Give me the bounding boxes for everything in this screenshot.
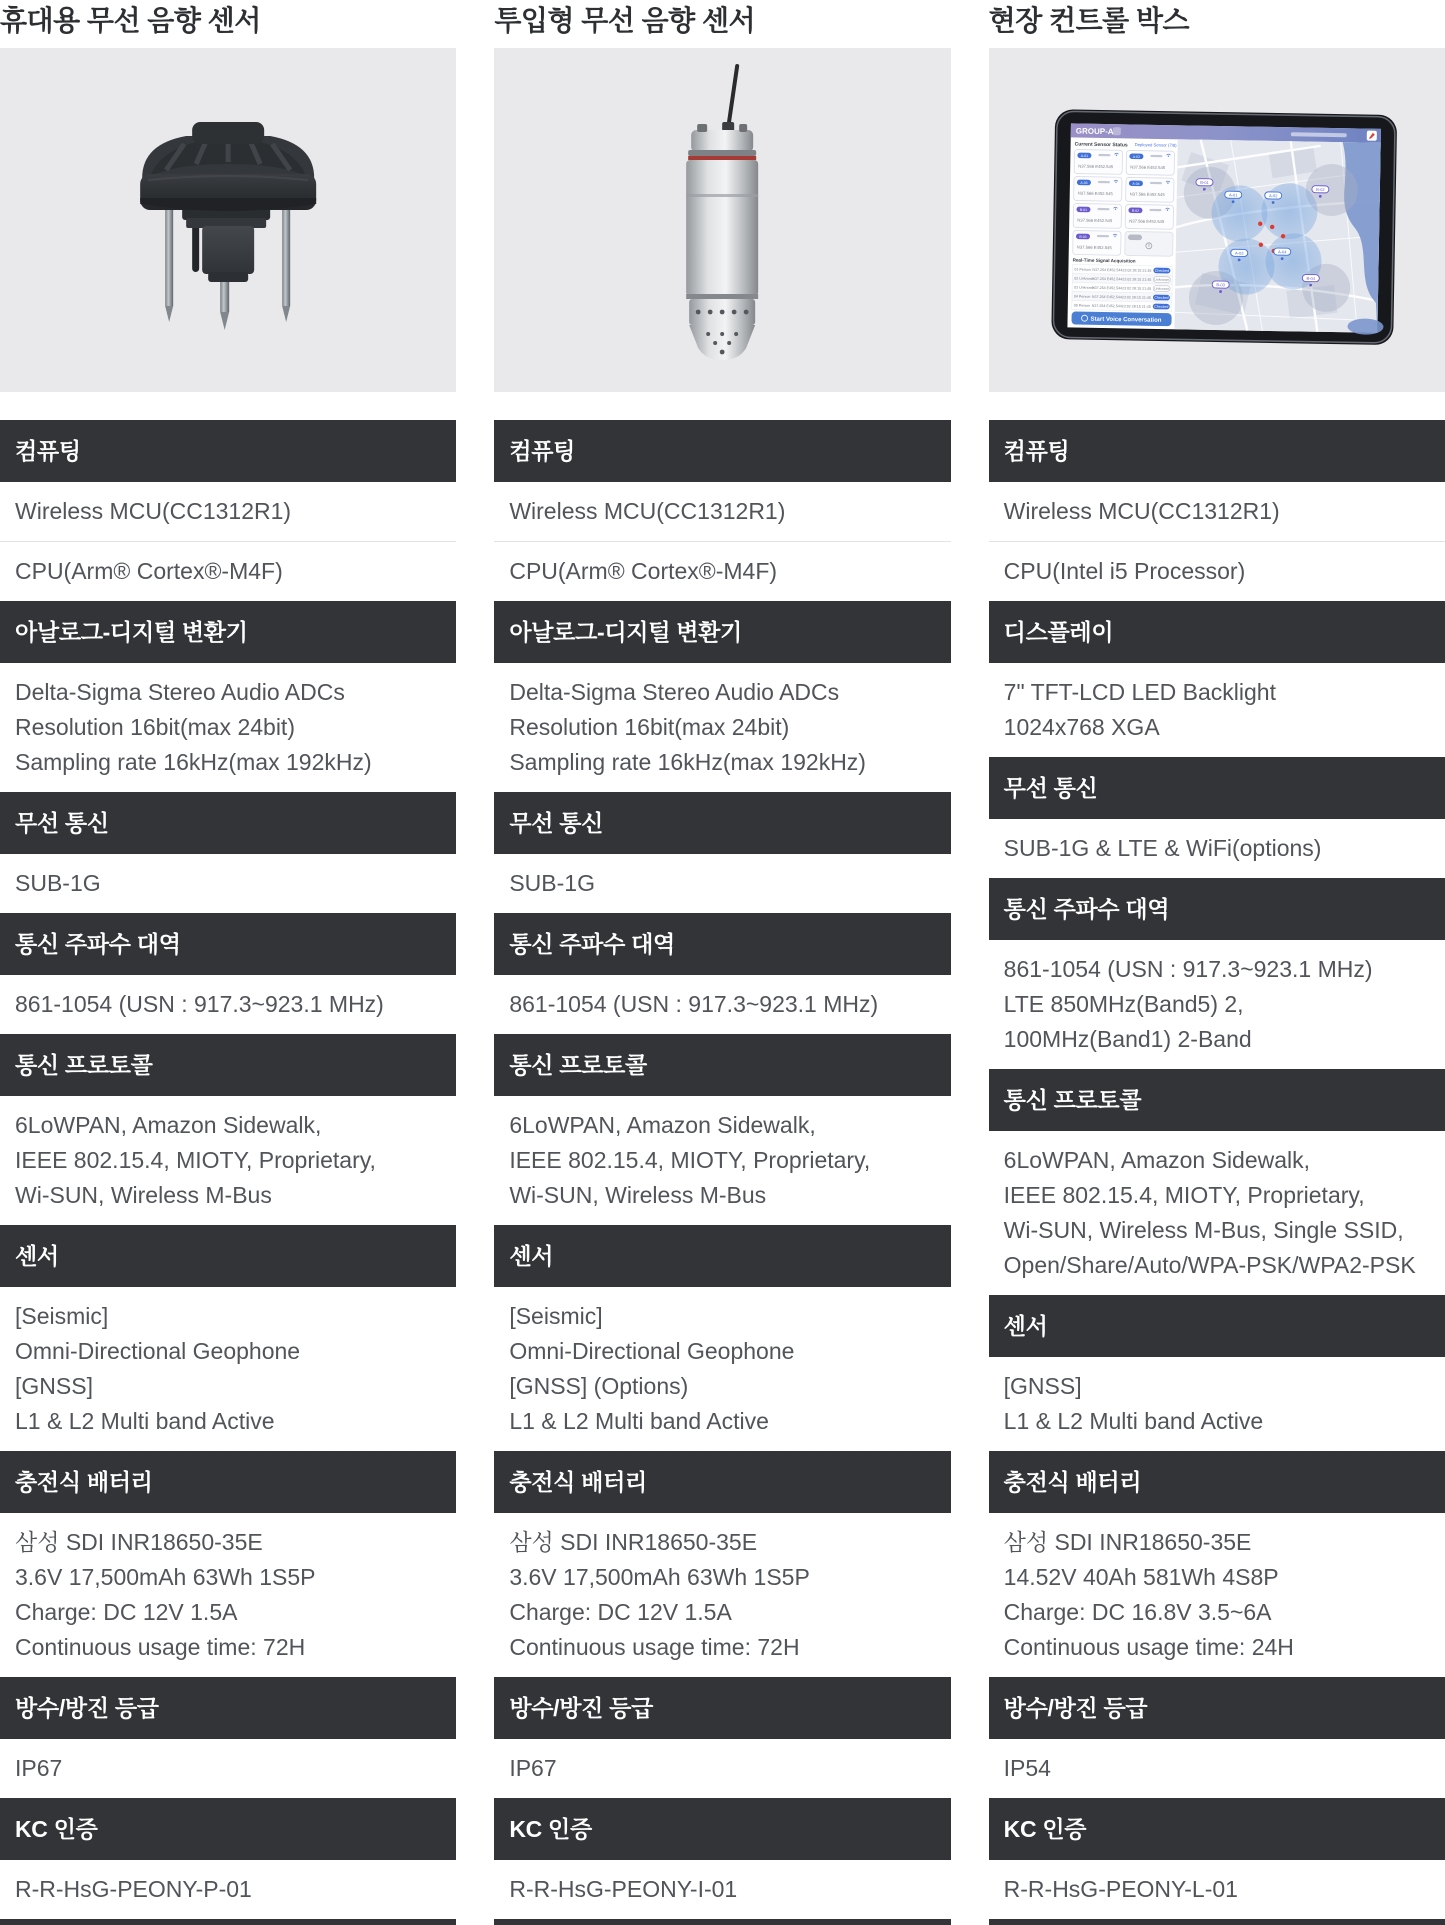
svg-text:N37.254 E452.544: N37.254 E452.544	[1092, 267, 1123, 273]
spec-value	[0, 1739, 456, 1798]
spec-line: 삼성 SDI INR18650-35E	[15, 1529, 263, 1555]
spec-line: Wi-SUN, Wireless M-Bus, Single SSID,	[1003, 1217, 1404, 1243]
spec-section-header: KC 인증	[494, 1798, 950, 1860]
svg-text:N37.566 E452.545: N37.566 E452.545	[1077, 190, 1113, 197]
spec-line: SUB-1G & LTE & WiFi(options)	[1003, 835, 1322, 861]
spec-line: 1024x768 XGA	[1003, 714, 1160, 740]
spec-value	[0, 1287, 456, 1451]
spec-value	[989, 541, 1445, 601]
spec-value	[989, 1131, 1445, 1295]
spec-line: Sampling rate 16kHz(max 192kHz)	[15, 749, 372, 775]
product-column-2	[494, 0, 950, 1925]
spec-value	[494, 1860, 950, 1919]
spec-table	[0, 420, 456, 1919]
spec-section-header: 무선 통신	[494, 792, 950, 854]
spec-value	[494, 663, 950, 792]
spec-line: CPU(Intel i5 Processor)	[1003, 558, 1246, 584]
spec-value	[494, 1096, 950, 1225]
svg-text:N37.566 E452.545: N37.566 E452.545	[1129, 191, 1165, 198]
spec-value	[494, 1739, 950, 1798]
spec-line: 14.52V 40Ah 581Wh 4S8P	[1003, 1564, 1279, 1590]
signal-title: Real-Time Signal Acquisition	[1072, 257, 1136, 264]
spec-line: SUB-1G	[15, 870, 101, 896]
spec-value	[494, 482, 950, 541]
spec-value	[0, 663, 456, 792]
spec-line: LTE 850MHz(Band5) 2,	[1003, 991, 1244, 1017]
spec-line: R-R-HsG-PEONY-P-01	[15, 1876, 252, 1902]
spec-line: Continuous usage time: 72H	[509, 1634, 800, 1660]
spec-line: Wi-SUN, Wireless M-Bus	[509, 1182, 767, 1208]
spec-value	[494, 854, 950, 913]
spec-line: L1 & L2 Multi band Active	[15, 1408, 275, 1434]
svg-text:Start Voice Conversation: Start Voice Conversation	[1090, 316, 1162, 324]
spec-value	[989, 1860, 1445, 1919]
spec-line: IEEE 802.15.4, MIOTY, Proprietary,	[15, 1147, 376, 1173]
svg-text:Checked: Checked	[1153, 295, 1169, 300]
spec-section-header: 통신 주파수 대역	[0, 913, 456, 975]
svg-text:A-02: A-02	[1132, 154, 1140, 159]
svg-text:N37.254 E452.544: N37.254 E452.544	[1091, 303, 1122, 309]
spec-line: [Seismic]	[15, 1303, 109, 1329]
spec-line: Open/Share/Auto/WPA-PSK/WPA2-PSK	[1003, 1252, 1416, 1278]
svg-text:A-01: A-01	[1228, 192, 1238, 198]
spec-section-header: 아날로그-디지털 변환기	[0, 601, 456, 663]
group-label: GROUP-A	[1075, 126, 1114, 137]
spec-line: 861-1054 (USN : 917.3~923.1 MHz)	[1003, 956, 1373, 982]
spec-line: Wi-SUN, Wireless M-Bus	[15, 1182, 272, 1208]
spec-line: Continuous usage time: 72H	[15, 1634, 306, 1660]
spec-line: [GNSS]	[15, 1373, 93, 1399]
control-box-photo	[989, 48, 1445, 392]
spec-value	[989, 1739, 1445, 1798]
spec-section-header: 센서	[0, 1225, 456, 1287]
spec-value	[989, 940, 1445, 1069]
spec-line: IEEE 802.15.4, MIOTY, Proprietary,	[509, 1147, 871, 1173]
antenna	[722, 66, 737, 134]
spec-section-header: 무선 통신	[0, 792, 456, 854]
svg-text:04 Person: 04 Person	[1073, 294, 1091, 299]
svg-text:23:02 28:15 21:45: 23:02 28:15 21:45	[1121, 286, 1151, 291]
svg-text:Checked: Checked	[1153, 304, 1169, 309]
spec-value	[989, 1357, 1445, 1451]
spec-line: 6LoWPAN, Amazon Sidewalk,	[1003, 1147, 1311, 1173]
svg-text:A-04: A-04	[1277, 249, 1287, 255]
spec-value	[494, 1513, 950, 1677]
spec-section-header: 방수/방진 등급	[494, 1677, 950, 1739]
svg-text:B-03: B-03	[1079, 234, 1087, 240]
svg-text:N37.566 E452.545: N37.566 E452.545	[1076, 217, 1112, 224]
next-section-cut	[0, 1919, 456, 1925]
spec-line: CPU(Arm® Cortex®-M4F)	[509, 558, 778, 584]
spec-line: Charge: DC 12V 1.5A	[15, 1599, 238, 1625]
spec-line: 6LoWPAN, Amazon Sidewalk,	[509, 1112, 816, 1138]
spec-line: CPU(Arm® Cortex®-M4F)	[15, 558, 283, 584]
svg-text:N37.566 E452.545: N37.566 E452.545	[1077, 163, 1113, 170]
product-title: 투입형 무선 음향 센서	[494, 5, 756, 36]
spec-line: Omni-Directional Geophone	[15, 1338, 301, 1364]
svg-text:05 Person: 05 Person	[1073, 303, 1090, 308]
next-section-cut	[989, 1919, 1445, 1925]
spec-section-header: 컴퓨팅	[0, 420, 456, 482]
spec-value	[0, 482, 456, 541]
spec-line: [GNSS] (Options)	[509, 1373, 689, 1399]
spec-line: [GNSS]	[1003, 1373, 1082, 1399]
svg-text:02 Unknown: 02 Unknown	[1073, 276, 1094, 281]
spec-line: Delta-Sigma Stereo Audio ADCs	[15, 679, 345, 705]
spec-line: Resolution 16bit(max 24bit)	[15, 714, 295, 740]
spec-line: 7" TFT-LCD LED Backlight	[1003, 679, 1276, 705]
spec-section-header: 통신 프로토콜	[494, 1034, 950, 1096]
spec-value	[494, 1287, 950, 1451]
spec-value	[0, 1860, 456, 1919]
spec-value	[0, 975, 456, 1034]
svg-text:Unknown: Unknown	[1153, 286, 1169, 291]
spec-line: IP54	[1003, 1755, 1051, 1781]
spec-section-header: 통신 주파수 대역	[494, 913, 950, 975]
spec-line: 3.6V 17,500mAh 63Wh 1S5P	[15, 1564, 316, 1590]
svg-text:23:02 28:15 21:45: 23:02 28:15 21:45	[1121, 277, 1151, 282]
svg-text:23:02 28:15 21:45: 23:02 28:15 21:45	[1121, 304, 1151, 309]
svg-text:B-01: B-01	[1079, 207, 1087, 213]
spec-line: IP67	[15, 1755, 63, 1781]
spec-table	[989, 420, 1445, 1919]
svg-text:Unknown: Unknown	[1153, 277, 1169, 282]
spec-table	[494, 420, 950, 1919]
spec-section-header: 방수/방진 등급	[989, 1677, 1445, 1739]
spec-section-header: 컴퓨팅	[494, 420, 950, 482]
spec-section-header: 디스플레이	[989, 601, 1445, 663]
spec-line: IP67	[509, 1755, 557, 1781]
spec-line: L1 & L2 Multi band Active	[509, 1408, 769, 1434]
svg-text:A-04: A-04	[1131, 181, 1140, 186]
svg-text:A-02: A-02	[1268, 193, 1278, 199]
spec-line: Continuous usage time: 24H	[1003, 1634, 1294, 1660]
spec-line: 861-1054 (USN : 917.3~923.1 MHz)	[509, 991, 879, 1017]
svg-text:B-01: B-01	[1199, 179, 1209, 186]
svg-text:Checked: Checked	[1154, 268, 1169, 273]
spec-line: 100MHz(Band1) 2-Band	[1003, 1026, 1252, 1052]
spec-line: IEEE 802.15.4, MIOTY, Proprietary,	[1003, 1182, 1365, 1208]
spec-value	[989, 663, 1445, 757]
spec-line: 6LoWPAN, Amazon Sidewalk,	[15, 1112, 322, 1138]
spec-section-header: 통신 프로토콜	[0, 1034, 456, 1096]
status-title: Current Sensor Status	[1074, 141, 1128, 149]
svg-text:N37.254 E452.544: N37.254 E452.544	[1091, 285, 1122, 291]
spec-section-header: 통신 프로토콜	[989, 1069, 1445, 1131]
voice-conversation-button	[1071, 311, 1171, 326]
spec-value	[989, 1513, 1445, 1677]
spec-line: R-R-HsG-PEONY-L-01	[1003, 1876, 1238, 1902]
spec-value	[989, 819, 1445, 878]
spec-value	[494, 541, 950, 601]
spec-value	[0, 1096, 456, 1225]
spec-line: Wireless MCU(CC1312R1)	[1003, 498, 1280, 524]
spec-line: [Seismic]	[509, 1303, 603, 1329]
spec-line: 861-1054 (USN : 917.3~923.1 MHz)	[15, 991, 384, 1017]
spec-section-header: 충전식 배터리	[989, 1451, 1445, 1513]
spec-section-header: 센서	[989, 1295, 1445, 1357]
spec-line: Wireless MCU(CC1312R1)	[15, 498, 292, 524]
spec-section-header: 아날로그-디지털 변환기	[494, 601, 950, 663]
svg-text:N37.566 E452.545: N37.566 E452.545	[1128, 218, 1164, 225]
spec-line: Wireless MCU(CC1312R1)	[509, 498, 786, 524]
spec-section-header: 충전식 배터리	[0, 1451, 456, 1513]
svg-text:N37.566 E452.545: N37.566 E452.545	[1076, 244, 1112, 251]
spec-line: Omni-Directional Geophone	[509, 1338, 795, 1364]
product-column-1	[0, 0, 456, 1925]
spec-line: SUB-1G	[509, 870, 595, 896]
map-view	[1174, 139, 1386, 335]
spec-value	[0, 854, 456, 913]
svg-text:B-03: B-03	[1216, 282, 1225, 288]
svg-text:A-03: A-03	[1079, 180, 1088, 186]
spec-line: Charge: DC 16.8V 3.5~6A	[1003, 1599, 1272, 1625]
spec-value	[0, 1513, 456, 1677]
product-title: 휴대용 무선 음향 센서	[0, 5, 261, 36]
sensor-dome	[140, 122, 316, 211]
svg-text:B-02: B-02	[1315, 186, 1325, 193]
spec-line: L1 & L2 Multi band Active	[1003, 1408, 1264, 1434]
svg-text:03 Unknown: 03 Unknown	[1073, 285, 1094, 290]
spec-line: Sampling rate 16kHz(max 192kHz)	[509, 749, 866, 775]
spec-section-header: KC 인증	[989, 1798, 1445, 1860]
spec-section-header: 컴퓨팅	[989, 420, 1445, 482]
cylinder-body	[686, 160, 758, 325]
spec-value	[0, 541, 456, 601]
svg-text:N37.254 E452.544: N37.254 E452.544	[1091, 294, 1122, 300]
spec-line: Delta-Sigma Stereo Audio ADCs	[509, 679, 840, 705]
spec-line: 삼성 SDI INR18650-35E	[1003, 1529, 1252, 1555]
svg-text:23:02 28:15 21:45: 23:02 28:15 21:45	[1121, 295, 1151, 300]
svg-text:B-04: B-04	[1306, 275, 1315, 281]
spec-line: Resolution 16bit(max 24bit)	[509, 714, 790, 740]
spec-section-header: 충전식 배터리	[494, 1451, 950, 1513]
next-section-cut	[494, 1919, 950, 1925]
svg-text:A-01: A-01	[1080, 153, 1088, 159]
spec-section-header: 무선 통신	[989, 757, 1445, 819]
spec-section-header: KC 인증	[0, 1798, 456, 1860]
svg-text:B-02: B-02	[1131, 208, 1139, 213]
spec-line: 3.6V 17,500mAh 63Wh 1S5P	[509, 1564, 810, 1590]
svg-text:01 Person: 01 Person	[1074, 267, 1091, 272]
spec-value	[494, 975, 950, 1034]
product-title: 현장 컨트롤 박스	[988, 5, 1190, 36]
spec-line: 삼성 SDI INR18650-35E	[509, 1529, 758, 1555]
insert-sensor-image	[494, 48, 950, 392]
svg-text:N37.566 E452.545: N37.566 E452.545	[1129, 164, 1165, 171]
cone-tip	[689, 325, 755, 360]
control-box-image	[989, 48, 1445, 392]
insert-sensor-photo	[494, 48, 950, 392]
spec-section-header: 방수/방진 등급	[0, 1677, 456, 1739]
portable-sensor-photo	[0, 48, 456, 392]
spec-value	[989, 482, 1445, 541]
svg-text:A-03: A-03	[1234, 250, 1244, 256]
product-column-3	[989, 0, 1445, 1925]
svg-text:N37.254 E452.544: N37.254 E452.544	[1091, 276, 1122, 282]
spec-line: R-R-HsG-PEONY-I-01	[509, 1876, 738, 1902]
spec-section-header: 통신 주파수 대역	[989, 878, 1445, 940]
svg-text:23:02 28:15 21:45: 23:02 28:15 21:45	[1122, 268, 1152, 273]
status-link: Deployed Sensor (7/8)	[1134, 142, 1177, 148]
spec-line: Charge: DC 12V 1.5A	[509, 1599, 732, 1625]
portable-sensor-image	[0, 48, 456, 392]
spec-section-header: 센서	[494, 1225, 950, 1287]
